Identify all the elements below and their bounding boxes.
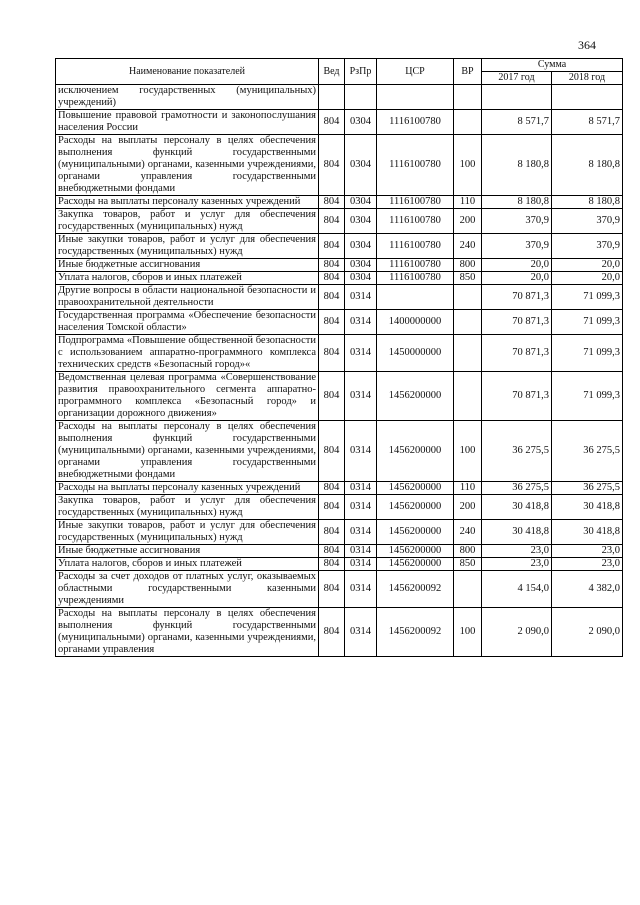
row-rzpr: 0314 [345,608,377,657]
row-sum-2018: 370,9 [552,234,623,259]
row-ved: 804 [319,608,345,657]
table-row [56,110,623,135]
row-ved: 804 [319,285,345,310]
row-sum-2017: 8 180,8 [482,135,552,196]
row-vr: 240 [454,234,482,259]
row-sum-2018: 370,9 [552,209,623,234]
row-csr: 1116100780 [377,259,454,272]
row-vr [454,372,482,421]
row-ved: 804 [319,196,345,209]
row-vr [454,571,482,608]
row-sum-2017: 23,0 [482,558,552,571]
row-rzpr: 0314 [345,335,377,372]
row-rzpr: 0314 [345,421,377,482]
row-csr: 1400000000 [377,310,454,335]
row-csr: 1456200092 [377,571,454,608]
row-csr: 1456200000 [377,545,454,558]
row-sum-2017: 370,9 [482,234,552,259]
header-2018: 2018 год [552,72,623,85]
row-rzpr: 0314 [345,545,377,558]
row-rzpr: 0314 [345,495,377,520]
table-row [56,310,623,335]
header-rzpr: РзПр [345,59,377,85]
row-ved: 804 [319,372,345,421]
row-sum-2017: 30 418,8 [482,520,552,545]
row-sum-2017: 20,0 [482,272,552,285]
row-csr: 1456200000 [377,421,454,482]
row-name: Расходы на выплаты персоналу казенных учреждений [56,482,319,495]
header-csr: ЦСР [377,59,454,85]
row-name: Другие вопросы в области национальной безопасности и правоохранительной деятельности [56,285,319,310]
row-sum-2018: 71 099,3 [552,372,623,421]
row-ved: 804 [319,234,345,259]
row-vr: 110 [454,196,482,209]
row-sum-2017: 70 871,3 [482,372,552,421]
page-number: 364 [578,38,596,52]
row-sum-2017: 30 418,8 [482,495,552,520]
table-row [56,196,623,209]
header-2017: 2017 год [482,72,552,85]
row-rzpr: 0314 [345,285,377,310]
table-row [56,209,623,234]
row-vr [454,85,482,110]
row-csr: 1456200000 [377,482,454,495]
row-rzpr [345,85,377,110]
row-rzpr: 0304 [345,234,377,259]
row-sum-2018: 36 275,5 [552,482,623,495]
row-vr: 200 [454,209,482,234]
row-name: Уплата налогов, сборов и иных платежей [56,272,319,285]
row-rzpr: 0304 [345,259,377,272]
row-csr: 1116100780 [377,196,454,209]
row-rzpr: 0314 [345,372,377,421]
row-csr: 1116100780 [377,234,454,259]
row-rzpr: 0314 [345,310,377,335]
row-vr [454,285,482,310]
row-ved: 804 [319,571,345,608]
row-sum-2018 [552,85,623,110]
table-body [56,85,623,657]
row-rzpr: 0314 [345,520,377,545]
row-name: Государственная программа «Обеспечение безопасности населения Томской области» [56,310,319,335]
table-row [56,372,623,421]
row-sum-2017: 70 871,3 [482,285,552,310]
row-vr: 200 [454,495,482,520]
row-sum-2018: 23,0 [552,545,623,558]
table-row [56,558,623,571]
row-sum-2018: 20,0 [552,259,623,272]
budget-table [55,58,623,657]
table-row [56,259,623,272]
row-csr: 1456200000 [377,558,454,571]
table-row [56,571,623,608]
row-sum-2017: 370,9 [482,209,552,234]
table-row [56,335,623,372]
row-csr: 1456200000 [377,520,454,545]
row-sum-2017 [482,85,552,110]
row-sum-2018: 36 275,5 [552,421,623,482]
row-ved: 804 [319,335,345,372]
row-name: Расходы за счет доходов от платных услуг, оказываемых областными государственными казенными учреждениями [56,571,319,608]
row-sum-2018: 4 382,0 [552,571,623,608]
row-ved: 804 [319,135,345,196]
row-name: Ведомственная целевая программа «Совершенствование развития правоохранительного сегмента аппаратно-программного комплекса «Безопасный город» и организации дорожного движения» [56,372,319,421]
table-row [56,495,623,520]
row-name: Повышение правовой грамотности и законопослушания населения России [56,110,319,135]
row-sum-2018: 2 090,0 [552,608,623,657]
row-sum-2018: 8 180,8 [552,196,623,209]
row-ved: 804 [319,482,345,495]
row-sum-2017: 20,0 [482,259,552,272]
row-vr: 100 [454,135,482,196]
row-csr [377,285,454,310]
row-vr: 100 [454,421,482,482]
row-sum-2018: 8 571,7 [552,110,623,135]
table-row [56,234,623,259]
row-csr: 1116100780 [377,135,454,196]
row-ved: 804 [319,545,345,558]
row-sum-2018: 30 418,8 [552,520,623,545]
row-csr: 1456200092 [377,608,454,657]
row-vr [454,335,482,372]
table-row [56,135,623,196]
row-sum-2017: 36 275,5 [482,482,552,495]
row-csr [377,85,454,110]
row-sum-2017: 4 154,0 [482,571,552,608]
row-sum-2017: 8 571,7 [482,110,552,135]
row-ved: 804 [319,259,345,272]
row-name: Расходы на выплаты персоналу в целях обеспечения выполнения функций государственными (муниципальными) органами, казенными учреждениями, органами управления государственными внебюджетными фондами [56,135,319,196]
header-ved: Вед [319,59,345,85]
row-vr: 850 [454,272,482,285]
row-sum-2017: 36 275,5 [482,421,552,482]
row-sum-2018: 8 180,8 [552,135,623,196]
row-ved: 804 [319,310,345,335]
row-name: Закупка товаров, работ и услуг для обеспечения государственных (муниципальных) нужд [56,209,319,234]
row-name: Иные закупки товаров, работ и услуг для обеспечения государственных (муниципальных) нужд [56,520,319,545]
table-row [56,85,623,110]
row-name: Уплата налогов, сборов и иных платежей [56,558,319,571]
table-row [56,285,623,310]
table-row [56,545,623,558]
row-ved: 804 [319,520,345,545]
row-ved: 804 [319,558,345,571]
table-row [56,421,623,482]
row-sum-2018: 20,0 [552,272,623,285]
row-name: Иные бюджетные ассигнования [56,545,319,558]
row-rzpr: 0304 [345,110,377,135]
row-sum-2017: 70 871,3 [482,310,552,335]
row-sum-2017: 2 090,0 [482,608,552,657]
row-ved: 804 [319,209,345,234]
table-row [56,482,623,495]
row-ved: 804 [319,272,345,285]
row-csr: 1116100780 [377,272,454,285]
row-rzpr: 0314 [345,482,377,495]
header-name: Наименование показателей [56,59,319,85]
header-sum: Сумма [482,59,623,72]
header-vr: ВР [454,59,482,85]
row-name: Расходы на выплаты персоналу казенных учреждений [56,196,319,209]
row-rzpr: 0304 [345,135,377,196]
row-vr [454,310,482,335]
row-sum-2018: 71 099,3 [552,310,623,335]
row-csr: 1116100780 [377,110,454,135]
table-row [56,520,623,545]
row-name: Иные бюджетные ассигнования [56,259,319,272]
row-csr: 1450000000 [377,335,454,372]
row-name: Расходы на выплаты персоналу в целях обеспечения выполнения функций государственными (муниципальными) органами, казенными учреждениями, органами управления государственными внебюджетными фондами [56,421,319,482]
table-row [56,608,623,657]
row-ved: 804 [319,421,345,482]
row-sum-2018: 23,0 [552,558,623,571]
row-rzpr: 0304 [345,209,377,234]
row-rzpr: 0304 [345,272,377,285]
row-ved: 804 [319,110,345,135]
row-rzpr: 0314 [345,571,377,608]
row-name: Подпрограмма «Повышение общественной безопасности с использованием аппаратно-программного комплекса технических средств «Безопасный город»« [56,335,319,372]
row-sum-2018: 71 099,3 [552,285,623,310]
row-name: Расходы на выплаты персоналу в целях обеспечения выполнения функций государственными (муниципальными) органами, казенными учреждениями, органами управления [56,608,319,657]
row-rzpr: 0314 [345,558,377,571]
row-name: Иные закупки товаров, работ и услуг для обеспечения государственных (муниципальных) нужд [56,234,319,259]
row-csr: 1456200000 [377,495,454,520]
row-sum-2017: 70 871,3 [482,335,552,372]
row-sum-2017: 8 180,8 [482,196,552,209]
row-vr: 100 [454,608,482,657]
row-sum-2018: 30 418,8 [552,495,623,520]
row-vr: 850 [454,558,482,571]
row-ved [319,85,345,110]
table-row [56,272,623,285]
table-header-row [56,59,623,72]
row-vr: 800 [454,259,482,272]
row-csr: 1456200000 [377,372,454,421]
row-name: исключением государственных (муниципальных) учреждений) [56,85,319,110]
row-rzpr: 0304 [345,196,377,209]
row-ved: 804 [319,495,345,520]
row-sum-2018: 71 099,3 [552,335,623,372]
row-vr: 110 [454,482,482,495]
row-name: Закупка товаров, работ и услуг для обеспечения государственных (муниципальных) нужд [56,495,319,520]
row-vr: 240 [454,520,482,545]
row-sum-2017: 23,0 [482,545,552,558]
row-csr: 1116100780 [377,209,454,234]
row-vr: 800 [454,545,482,558]
row-vr [454,110,482,135]
